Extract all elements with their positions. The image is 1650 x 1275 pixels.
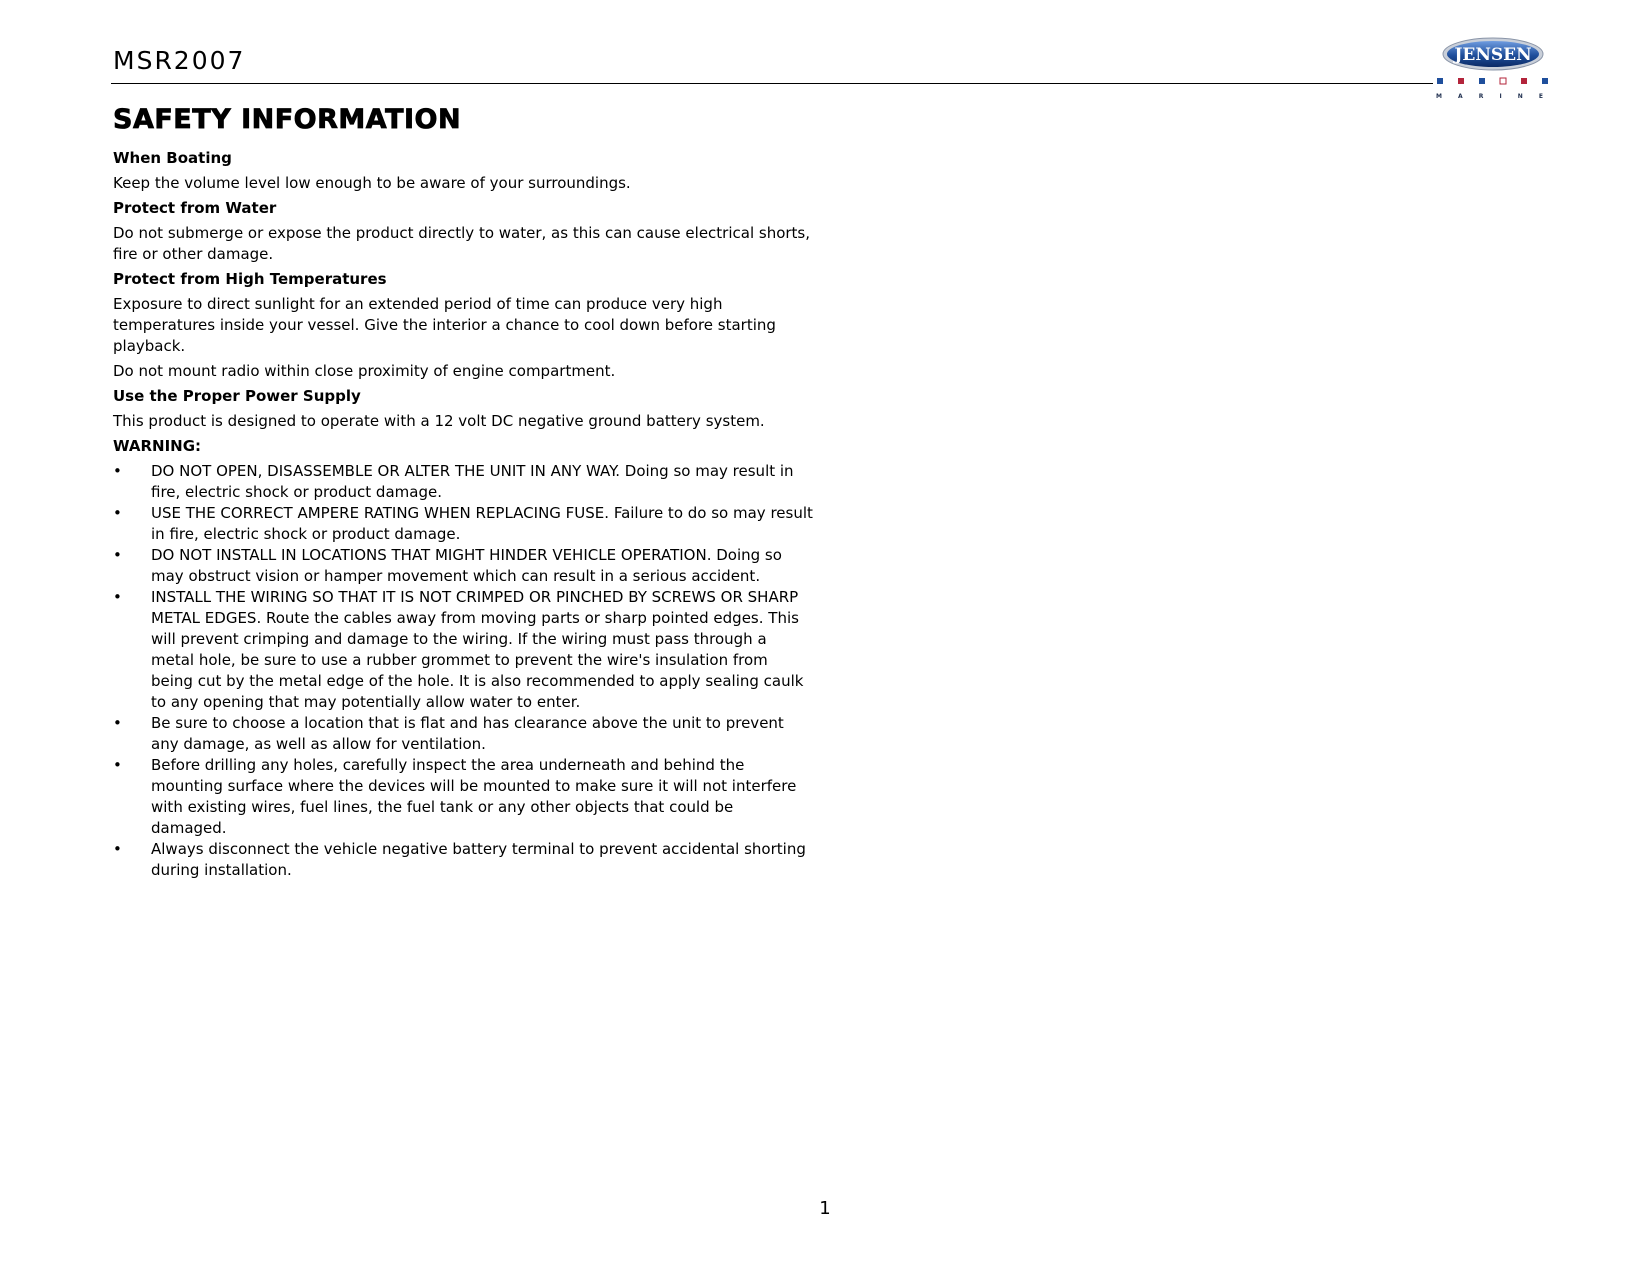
section-heading-water: Protect from Water [113,199,277,217]
page-title: SAFETY INFORMATION [113,104,462,135]
warning-item-text: DO NOT OPEN, DISASSEMBLE OR ALTER THE UNIT IN ANY WAY. Doing so may result in fire, electric shock or product damage. [151,462,794,501]
bullet-icon: • [113,504,122,522]
page-number: 1 [819,1198,831,1219]
logo-squares [1437,78,1548,84]
section-heading-temperature: Protect from High Temperatures [113,270,387,288]
warning-item-text: DO NOT INSTALL IN LOCATIONS THAT MIGHT HINDER VEHICLE OPERATION. Doing so may obstruct vision or hamper movement which can result in a serious accident. [151,546,782,585]
warning-item-text: INSTALL THE WIRING SO THAT IT IS NOT CRIMPED OR PINCHED BY SCREWS OR SHARP METAL EDGES. Route the cables away from moving parts or sharp pointed edges. This will prevent crimping and damage to the wiring. If the wiring must pass through a metal hole, be sure to use a rubber grommet to prevent the wire's insulation from being cut by the metal edge of the hole. It is also recommended to apply sealing caulk to any opening that may potentially allow water to enter. [151,588,804,711]
list-item [113,461,813,503]
section-body-temperature-2: Do not mount radio within close proximity of engine compartment. [113,362,616,380]
jensen-marine-logo [1434,36,1552,102]
list-item [113,839,813,881]
warning-list [113,461,813,881]
safety-content [113,148,813,881]
section-heading-boating: When Boating [113,149,232,167]
logo-wordmark: JENSEN [1454,45,1532,65]
list-item [113,545,813,587]
section-body-temperature-1: Exposure to direct sunlight for an extended period of time can produce very high temperatures inside your vessel. Give the interior a chance to cool down before starting playback. [113,295,776,355]
bullet-icon: • [113,462,122,480]
header-rule [111,83,1433,84]
list-item [113,503,813,545]
bullet-icon: • [113,840,122,858]
warning-item-text: USE THE CORRECT AMPERE RATING WHEN REPLACING FUSE. Failure to do so may result in fire, electric shock or product damage. [151,504,813,543]
warning-item-text: Before drilling any holes, carefully inspect the area underneath and behind the mounting surface where the devices will be mounted to make sure it will not interfere with existing wires, fuel lines, the fuel tank or any other objects that could be damaged. [151,756,797,837]
bullet-icon: • [113,588,122,606]
section-body-power: This product is designed to operate with a 12 volt DC negative ground battery system. [113,412,765,430]
list-item [113,755,813,839]
bullet-icon: • [113,546,122,564]
bullet-icon: • [113,714,122,732]
list-item [113,587,813,713]
model-number: MSR2007 [113,46,246,75]
logo-subtext: M A R I N E [1435,93,1551,100]
warning-item-text: Be sure to choose a location that is flat and has clearance above the unit to prevent any damage, as well as allow for ventilation. [151,714,784,753]
warning-item-text: Always disconnect the vehicle negative battery terminal to prevent accidental shorting during installation. [151,840,806,879]
warning-heading: WARNING: [113,437,202,455]
section-body-boating: Keep the volume level low enough to be aware of your surroundings. [113,174,631,192]
section-body-water: Do not submerge or expose the product directly to water, as this can cause electrical shorts, fire or other damage. [113,224,811,263]
section-heading-power: Use the Proper Power Supply [113,387,361,405]
bullet-icon: • [113,756,122,774]
list-item [113,713,813,755]
